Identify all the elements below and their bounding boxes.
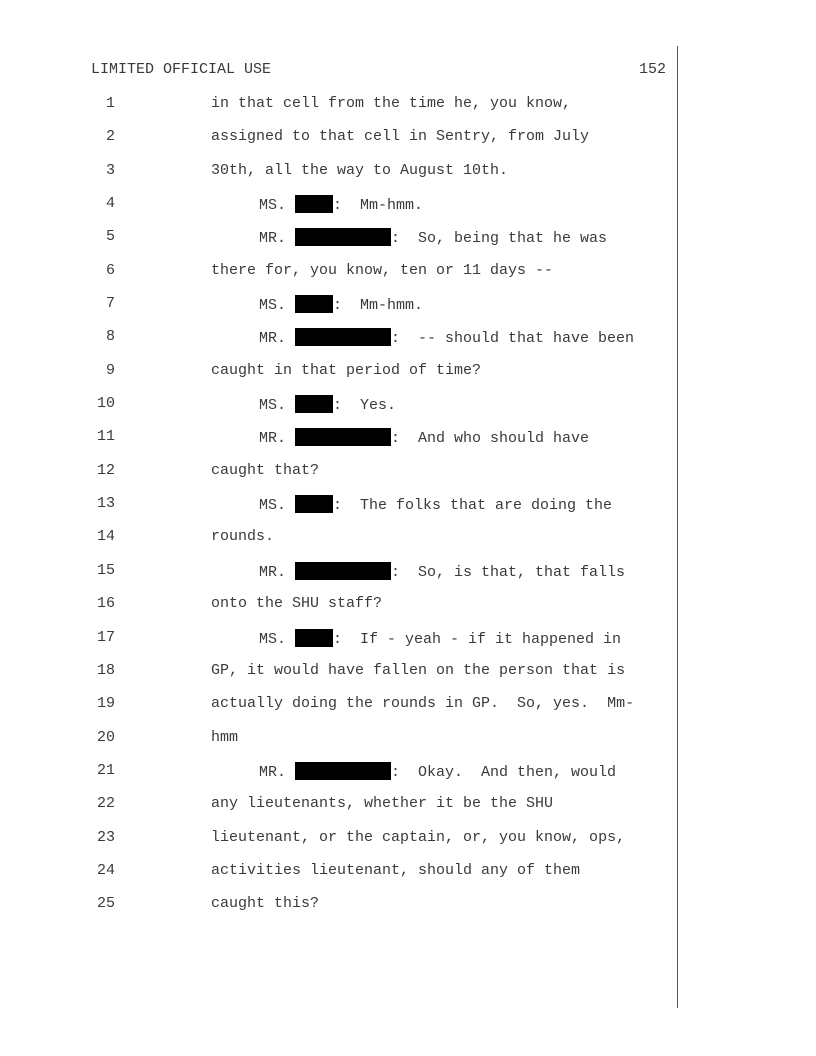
transcript-line — [0, 224, 676, 257]
speaker-label: MS. — [259, 630, 296, 648]
line-number: 19 — [96, 695, 115, 713]
line-text: actually doing the rounds in GP. So, yes. Mm- — [211, 695, 635, 713]
line-text: GP, it would have fallen on the person that is — [211, 661, 626, 679]
line-text — [259, 495, 612, 514]
line-text: there for, you know, ten or 11 days -- — [211, 261, 554, 279]
line-number: 6 — [105, 261, 115, 279]
line-text: any lieutenants, whether it be the SHU — [211, 795, 554, 813]
redaction-box — [295, 629, 333, 647]
redaction-box — [295, 228, 391, 246]
speaker-label: MS. — [259, 197, 296, 215]
line-text — [259, 428, 589, 447]
line-number: 3 — [105, 161, 115, 179]
line-number: 14 — [96, 528, 115, 546]
line-text: assigned to that cell in Sentry, from July — [211, 128, 590, 146]
line-text — [259, 629, 621, 648]
line-text: lieutenant, or the captain, or, you know, ops, — [211, 828, 626, 846]
speaker-label: MR. — [259, 763, 296, 781]
redaction-box — [295, 295, 333, 313]
transcript-line — [0, 258, 676, 291]
line-number: 21 — [96, 761, 115, 779]
line-number: 13 — [96, 495, 115, 513]
redaction-box — [295, 395, 333, 413]
speech-text: : So, is that, that falls — [391, 563, 626, 581]
line-number: 12 — [96, 461, 115, 479]
line-number: 7 — [105, 295, 115, 313]
line-text: caught this? — [211, 895, 320, 913]
line-number: 8 — [105, 328, 115, 346]
line-number: 18 — [96, 661, 115, 679]
transcript-lines — [0, 91, 676, 925]
speaker-label: MS. — [259, 297, 296, 315]
transcript-line — [0, 825, 676, 858]
speech-text: : Okay. And then, would — [391, 763, 617, 781]
transcript-line — [0, 858, 676, 891]
line-number: 5 — [105, 228, 115, 246]
line-text: 30th, all the way to August 10th. — [211, 161, 509, 179]
line-text — [259, 328, 634, 347]
line-text — [259, 195, 423, 214]
transcript-line — [0, 191, 676, 224]
transcript-line — [0, 891, 676, 924]
line-text — [259, 228, 607, 247]
redaction-box — [295, 328, 391, 346]
transcript-line — [0, 124, 676, 157]
line-number: 23 — [96, 828, 115, 846]
speaker-label: MS. — [259, 497, 296, 515]
line-text: activities lieutenant, should any of them — [211, 861, 581, 879]
speaker-label: MR. — [259, 430, 296, 448]
line-number: 9 — [105, 361, 115, 379]
line-number: 22 — [96, 795, 115, 813]
transcript-line — [0, 291, 676, 324]
transcript-line — [0, 791, 676, 824]
transcript-line — [0, 158, 676, 191]
line-number: 15 — [96, 561, 115, 579]
right-margin-rule — [677, 46, 678, 1008]
speech-text: : Yes. — [333, 397, 397, 415]
transcript-line — [0, 658, 676, 691]
line-number: 20 — [96, 728, 115, 746]
speech-text: : Mm-hmm. — [333, 297, 424, 315]
line-number: 11 — [96, 428, 115, 446]
line-text: caught in that period of time? — [211, 361, 482, 379]
speech-text: : The folks that are doing the — [333, 497, 613, 515]
line-text — [259, 395, 396, 414]
speaker-label: MR. — [259, 230, 296, 248]
line-text: in that cell from the time he, you know, — [211, 95, 572, 112]
transcript-line — [0, 491, 676, 524]
transcript-line — [0, 91, 676, 124]
speaker-label: MR. — [259, 330, 296, 348]
line-number: 17 — [96, 628, 115, 646]
line-number: 1 — [105, 95, 115, 112]
line-number: 10 — [96, 395, 115, 413]
transcript-line — [0, 324, 676, 357]
transcript-line — [0, 424, 676, 457]
transcript-line — [0, 458, 676, 491]
line-text — [259, 562, 625, 581]
transcript-line — [0, 591, 676, 624]
transcript-line — [0, 691, 676, 724]
line-text: rounds. — [211, 528, 275, 546]
speaker-label: MR. — [259, 563, 296, 581]
line-number: 25 — [96, 895, 115, 913]
line-text — [259, 295, 423, 314]
page-number: 152 — [638, 61, 666, 78]
speech-text: : -- should that have been — [391, 330, 635, 348]
transcript-line — [0, 358, 676, 391]
redaction-box — [295, 562, 391, 580]
speaker-label: MS. — [259, 397, 296, 415]
redaction-box — [295, 428, 391, 446]
transcript-line — [0, 558, 676, 591]
line-number: 4 — [105, 195, 115, 213]
speech-text: : Mm-hmm. — [333, 197, 424, 215]
redaction-box — [295, 495, 333, 513]
transcript-line — [0, 391, 676, 424]
line-number: 24 — [96, 861, 115, 879]
speech-text: : If - yeah - if it happened in — [333, 630, 622, 648]
redaction-box — [295, 195, 333, 213]
line-text: onto the SHU staff? — [211, 595, 383, 613]
line-text: hmm — [211, 728, 239, 746]
speech-text: : So, being that he was — [391, 230, 608, 248]
transcript-line — [0, 725, 676, 758]
transcript-line — [0, 524, 676, 557]
line-text — [259, 762, 616, 781]
line-number: 16 — [96, 595, 115, 613]
line-text: caught that? — [211, 461, 320, 479]
classification-header: LIMITED OFFICIAL USE — [91, 61, 272, 78]
line-number: 2 — [105, 128, 115, 146]
transcript-line — [0, 758, 676, 791]
redaction-box — [295, 762, 391, 780]
transcript-line — [0, 625, 676, 658]
speech-text: : And who should have — [391, 430, 590, 448]
